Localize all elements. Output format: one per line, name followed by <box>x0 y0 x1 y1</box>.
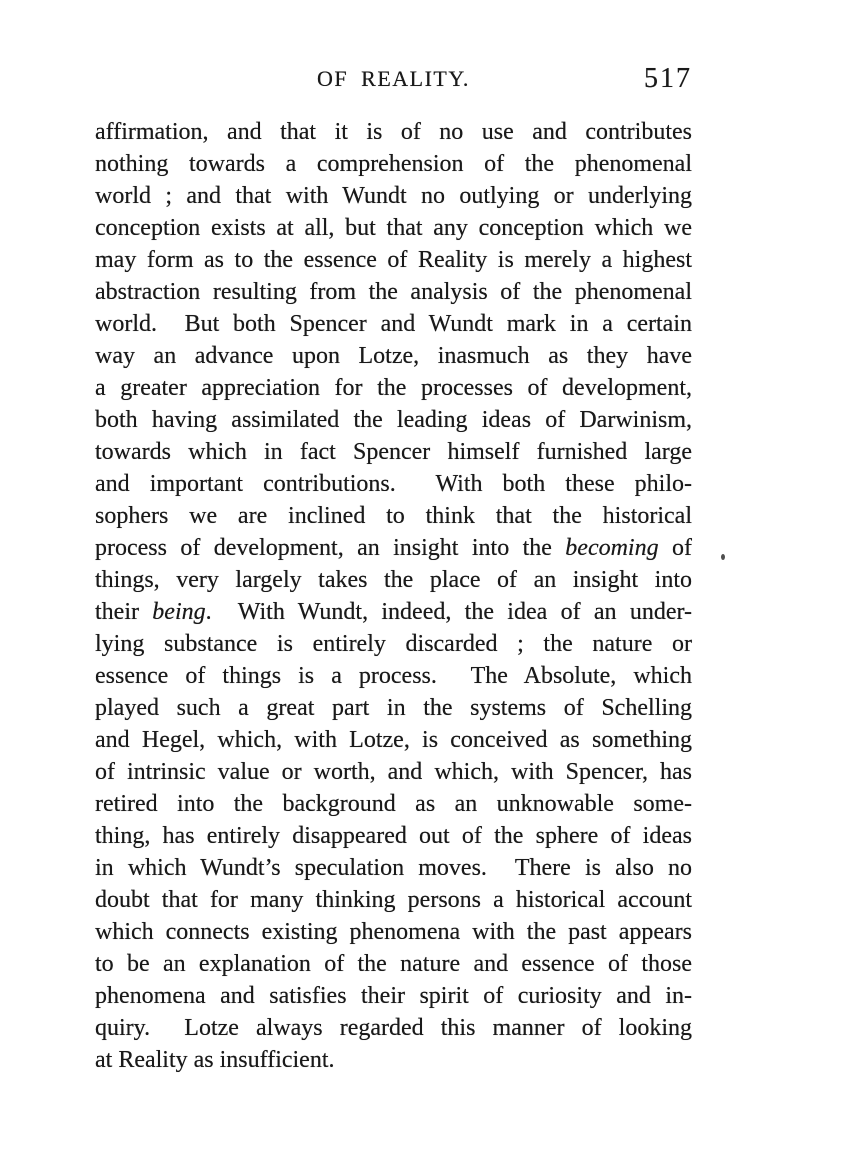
text-segment: towards which in fact Spencer himself furnished large <box>95 439 692 465</box>
text-segment: to be an explanation of the nature and essence of those <box>95 951 692 977</box>
text-line <box>95 500 692 532</box>
text-line <box>95 372 692 404</box>
text-segment: and Hegel, which, with Lotze, is conceived as something <box>95 727 692 753</box>
text-line <box>95 980 692 1012</box>
text-line <box>95 788 692 820</box>
text-segment: of intrinsic value or worth, and which, with Spencer, has <box>95 759 692 785</box>
text-segment: way an advance upon Lotze, inasmuch as they have <box>95 343 692 369</box>
text-segment: which connects existing phenomena with the past appears <box>95 919 692 945</box>
text-line <box>95 884 692 916</box>
body-text <box>95 116 692 1076</box>
page-header <box>95 63 692 98</box>
text-segment: and important contributions. With both these philo- <box>95 471 692 497</box>
text-line <box>95 564 692 596</box>
text-line <box>95 1012 692 1044</box>
text-line <box>95 660 692 692</box>
text-segment: process of development, an insight into the <box>95 535 566 561</box>
text-line <box>95 948 692 980</box>
text-line <box>95 436 692 468</box>
text-segment: played such a great part in the systems of Schelling <box>95 695 692 721</box>
italic-text: becoming <box>565 535 659 561</box>
text-segment: of <box>658 535 692 561</box>
text-segment: may form as to the essence of Reality is merely a highest <box>95 247 692 273</box>
text-line <box>95 404 692 436</box>
text-line <box>95 468 692 500</box>
text-segment: . With Wundt, indeed, the idea of an under- <box>205 599 692 625</box>
text-segment: phenomena and satisfies their spirit of curiosity and in- <box>95 983 692 1009</box>
text-segment: both having assimilated the leading ideas of Darwinism, <box>95 407 692 433</box>
text-line <box>95 820 692 852</box>
text-segment: their <box>95 599 153 625</box>
text-segment: sophers we are inclined to think that the historical <box>95 503 692 529</box>
text-line <box>95 692 692 724</box>
text-segment: thing, has entirely disappeared out of the sphere of ideas <box>95 823 692 849</box>
text-segment: essence of things is a process. The Absolute, which <box>95 663 692 689</box>
text-line <box>95 532 692 564</box>
text-segment: conception exists at all, but that any conception which we <box>95 215 692 241</box>
text-line <box>95 724 692 756</box>
text-line <box>95 756 692 788</box>
text-segment: nothing towards a comprehension of the phenomenal <box>95 151 692 177</box>
text-segment: abstraction resulting from the analysis of the phenomenal <box>95 279 692 305</box>
text-segment: a greater appreciation for the processes of development, <box>95 375 692 401</box>
text-line <box>95 1044 692 1076</box>
text-line <box>95 308 692 340</box>
text-segment: at Reality as insufficient. <box>95 1047 335 1073</box>
text-segment: world. But both Spencer and Wundt mark in a certain <box>95 311 692 337</box>
page-number: 517 <box>644 63 692 94</box>
text-line <box>95 116 692 148</box>
text-segment: quiry. Lotze always regarded this manner of looking <box>95 1015 692 1041</box>
text-line <box>95 180 692 212</box>
text-line <box>95 276 692 308</box>
text-line <box>95 852 692 884</box>
text-segment: in which Wundt’s speculation moves. There is also no <box>95 855 692 881</box>
text-segment: retired into the background as an unknowable some- <box>95 791 692 817</box>
text-segment: world ; and that with Wundt no outlying or underlying <box>95 183 692 209</box>
italic-text: being <box>152 599 206 625</box>
text-line <box>95 148 692 180</box>
text-segment: affirmation, and that it is of no use and contributes <box>95 119 692 145</box>
text-line <box>95 212 692 244</box>
text-line <box>95 244 692 276</box>
ink-speck-artifact <box>721 554 725 560</box>
running-title: OF REALITY. <box>317 66 470 91</box>
text-segment: doubt that for many thinking persons a historical account <box>95 887 692 913</box>
text-line <box>95 916 692 948</box>
text-segment: lying substance is entirely discarded ; the nature or <box>95 631 692 657</box>
text-line <box>95 628 692 660</box>
text-segment: things, very largely takes the place of an insight into <box>95 567 692 593</box>
text-line <box>95 340 692 372</box>
text-line <box>95 596 692 628</box>
